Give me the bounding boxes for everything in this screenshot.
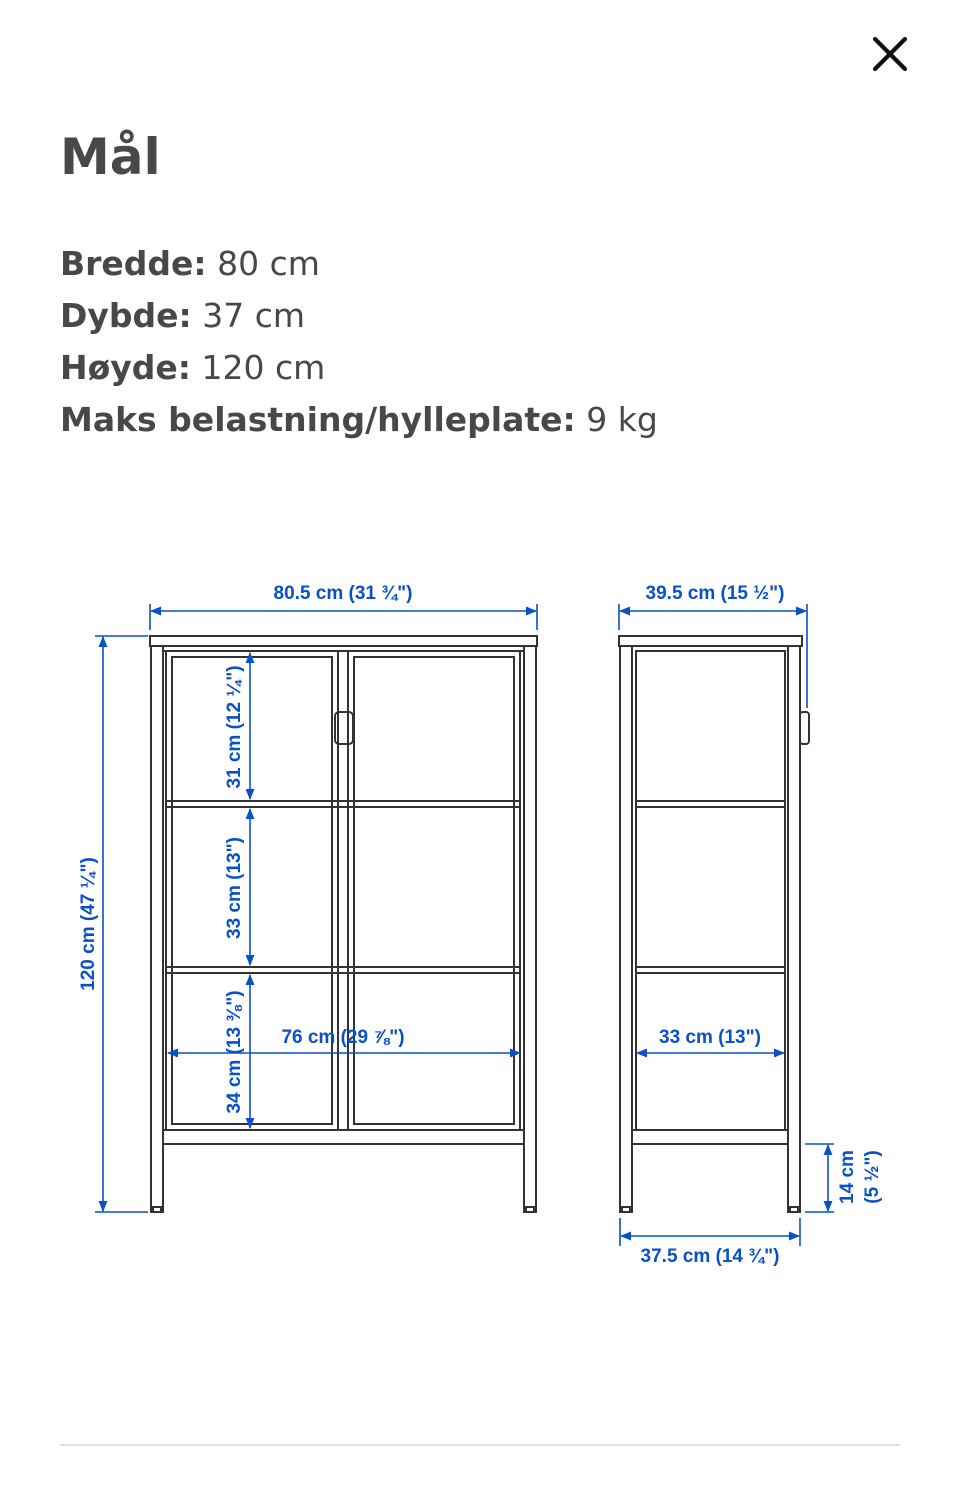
page-title: Mål xyxy=(60,128,161,186)
base-depth-label: 37.5 cm (14 ¾") xyxy=(640,1246,780,1267)
spec-label: Høyde: xyxy=(60,348,192,387)
spec-label: Bredde: xyxy=(60,244,207,283)
compartment-middle-label: 33 cm (13") xyxy=(224,837,245,939)
spec-label: Dybde: xyxy=(60,296,192,335)
cabinet-front-view xyxy=(150,636,537,1212)
spec-max-load xyxy=(60,394,658,446)
divider xyxy=(60,1444,900,1446)
spec-label: Maks belastning/hylleplate: xyxy=(60,400,576,439)
compartment-bottom-label: 34 cm (13 ⅜") xyxy=(224,990,245,1114)
inner-depth-label: 33 cm (13") xyxy=(659,1027,761,1048)
spec-value: 120 cm xyxy=(191,348,326,387)
cabinet-side-view xyxy=(619,636,809,1212)
front-height-label: 120 cm (47 ¼") xyxy=(78,857,99,991)
compartment-top-label: 31 cm (12 ¼") xyxy=(224,665,245,789)
leg-height-cm-label: 14 cm xyxy=(837,1150,858,1204)
inner-width-label: 76 cm (29 ⅞") xyxy=(281,1027,405,1048)
spec-value: 37 cm xyxy=(191,296,305,335)
dimension-diagram xyxy=(0,560,960,1300)
spec-width xyxy=(60,238,658,290)
spec-value: 80 cm xyxy=(206,244,320,283)
close-icon xyxy=(873,37,907,71)
side-depth-label: 39.5 cm (15 ½") xyxy=(645,583,785,604)
spec-height xyxy=(60,342,658,394)
spec-value: 9 kg xyxy=(575,400,658,439)
spec-depth xyxy=(60,290,658,342)
front-width-label: 80.5 cm (31 ¾") xyxy=(273,583,413,604)
dimension-specs xyxy=(60,238,658,446)
close-button[interactable] xyxy=(862,26,918,82)
dimension-lines xyxy=(95,604,834,1246)
leg-height-in-label: (5 ½") xyxy=(862,1150,883,1204)
